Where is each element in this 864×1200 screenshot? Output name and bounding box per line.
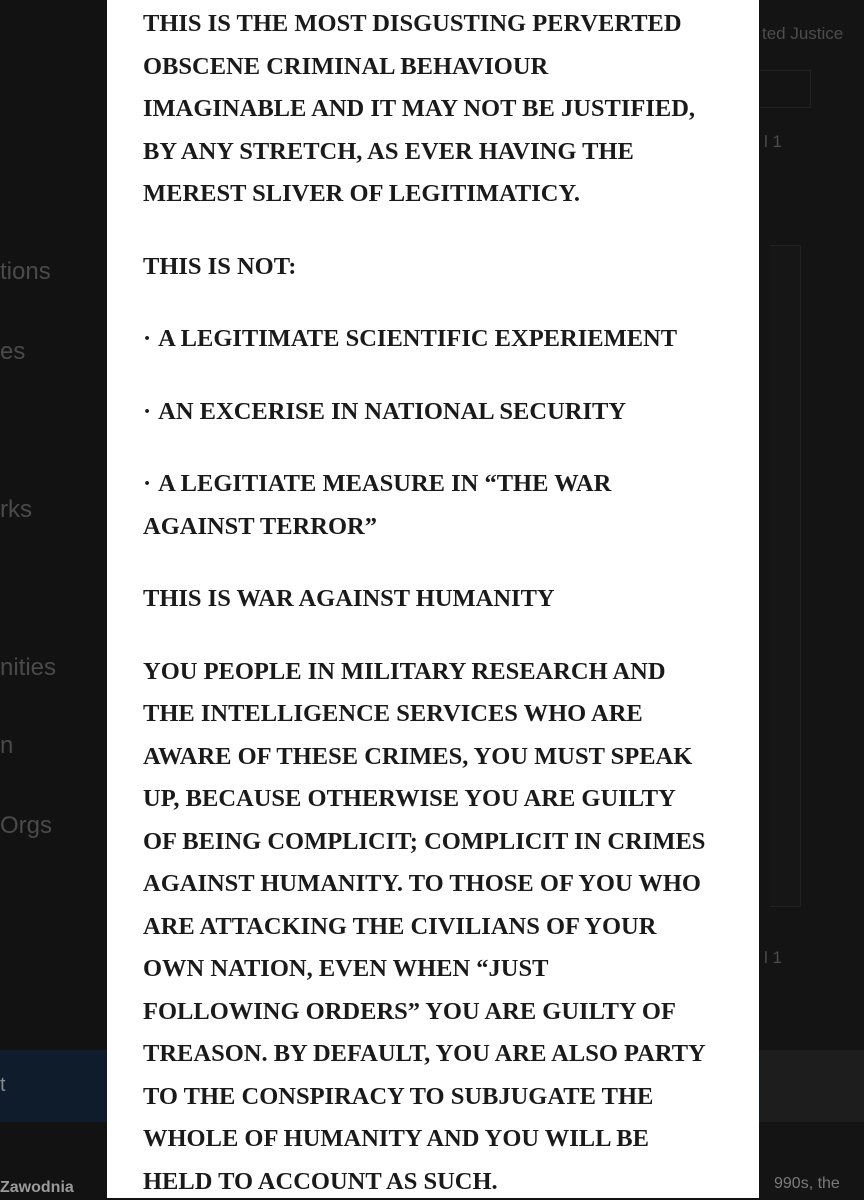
bullet-item: · AN EXCERISE IN NATIONAL SECURITY <box>143 397 627 425</box>
background-nav-label: es <box>0 338 26 365</box>
war-statement: THIS IS WAR AGAINST HUMANITY <box>143 585 555 612</box>
article-card <box>107 0 759 1198</box>
bullet-dot: · <box>143 397 152 425</box>
bullet-item: · A LEGITIMATE SCIENTIFIC EXPERIEMENT <box>143 325 678 352</box>
background-right-input <box>760 70 811 108</box>
not-heading: THIS IS NOT: <box>143 252 297 280</box>
closing-paragraph: YOU PEOPLE IN MILITARY RESEARCH AND THE INTELLIGENCE SERVICES WHO ARE AWARE OF THESE CRIMES, YOU MUST SPEAK UP, BECAUSE OTHERWISE YOU ARE GUILTY OF BEING COMPLICIT; COMPLICIT IN CRIMES AGAINST HUMANITY. TO THOSE OF YOU WHO ARE ATTACKING THE CIVILIANS OF YOUR OWN NATION, EVEN WHEN “JUST FOLLOWING ORDERS” YOU ARE GUILTY OF TREASON. BY DEFAULT, YOU ARE ALSO PARTY TO THE CONSPIRACY TO SUBJUGATE THE WHOLE OF HUMANITY AND YOU WILL BE HELD TO ACCOUNT AS SUCH. <box>143 657 706 1195</box>
background-nav-label: Orgs <box>0 812 53 839</box>
background-side-text: ted Justice <box>762 24 844 43</box>
background-right-box <box>770 245 801 907</box>
background-nav-label: rks <box>0 496 32 523</box>
intro-paragraph: THIS IS THE MOST DISGUSTING PERVERTED OBSCENE CRIMINAL BEHAVIOUR IMAGINABLE AND IT MAY NOT BE JUSTIFIED, BY ANY STRETCH, AS EVER HAVING THE MEREST SLIVER OF LEGITIMATICY. <box>143 10 696 207</box>
article-body <box>143 3 733 1198</box>
background-nav-label: nities <box>0 654 57 681</box>
background-bottom-left-text: Zawodnia <box>0 1179 74 1196</box>
background-side-text: l 1 <box>764 948 782 967</box>
background-banner-text: t <box>0 1074 6 1096</box>
background-bottom-right-text: 990s, the <box>774 1175 840 1192</box>
background-nav-label: n <box>0 732 14 759</box>
bullet-item: · A LEGITIATE MEASURE IN “THE WAR AGAINST TERROR” <box>143 470 612 540</box>
bullet-dot: · <box>143 470 152 497</box>
background-side-text: l 1 <box>764 132 782 151</box>
background-bottom-banner-right <box>760 1050 864 1122</box>
bullet-dot: · <box>143 325 152 352</box>
background-nav-label: tions <box>0 258 51 285</box>
